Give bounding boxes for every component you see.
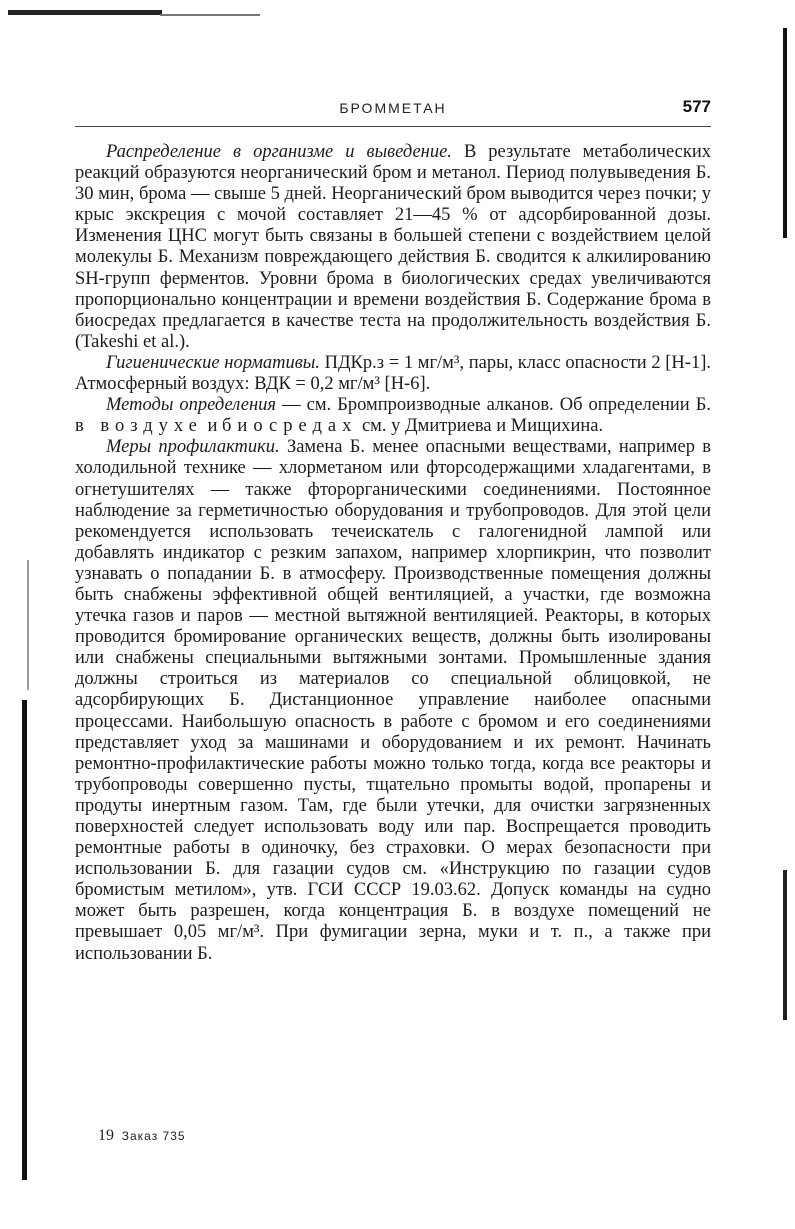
page-footer — [98, 1127, 186, 1145]
section-lead: Распределение в организме и выведение. — [106, 142, 452, 162]
scan-edge-left — [22, 700, 27, 1180]
scan-edge-left-faint — [27, 560, 29, 690]
header-rule — [75, 126, 711, 127]
spaced-term: биосредах — [222, 416, 358, 437]
paragraph-prevention — [75, 437, 711, 964]
section-lead: Меры профилактики. — [106, 437, 280, 458]
paragraph-text: — см. Бромпроизводные алканов. Об определении Б. — [276, 395, 711, 416]
section-lead: Методы определения — [106, 395, 277, 416]
scan-edge-top-faint — [160, 14, 260, 16]
scan-edge-right-lower — [783, 870, 787, 1020]
page-number: 577 — [682, 97, 711, 116]
page-header — [75, 97, 711, 126]
paragraph-text: В результате метаболических реакций образуются неорганический бром и метанол. Период полувыведения Б. 30 мин, брома — свыше 5 дней. Неорганический бром выводится через почки; у крыс экскреция с мочой составляет 21—45 % от адсорбированной дозы. Изменения ЦНС могут быть связаны в большей степени с воздействием целой молекулы Б. Механизм повреждающего действия Б. сводится к алкилированию SH-групп ферментов. Уровни брома в биологических средах увеличиваются пропорционально концентрации и времени воздействия Б. Содержание брома в биосредах предлагается в качестве теста на продолжительность воздействия Б. (Takeshi et al.). — [75, 142, 711, 352]
paragraph-text: Замена Б. менее опасными веществами, например в холодильной технике — хлорметаном или фторсодержащими хладагентами, в огнетушителях — также фторорганическими соединениями. Постоянное наблюдение за герметичностью оборудования и трубопроводов. Для этой цели рекомендуется использовать течеискатель с галогенидной лампой или добавлять индикатор с резким запахом, например хлорпикрин, что позволит узнавать о попадании Б. в атмосферу. Производственные помещения должны быть снабжены эффективной общей вентиляцией, а участки, где возможна утечка газов и паров — местной вытяжной вентиляцией. Реакторы, в которых проводится бромирование органических веществ, должны быть изолированы или снабжены специальными вытяжными зонтами. Промышленные здания должны строиться из материалов со специальной облицовкой, не адсорбирующих Б. Дистанционное управление наиболее опасными процессами. Наибольшую опасность в работе с бромом и его соединениями представляет уход за машинами и оборудованием и их ремонт. Начинать ремонтно-профилактические работы можно только тогда, когда все реакторы и трубопроводы совершенно пусты, тщательно промыты водой, пропарены и продуты инертным газом. Там, где были утечки, для очистки загрязненных поверхностей следует использовать воду или пар. Воспрещается проводить ремонтные работы в одиночку, без страховки. О мерах безопасности при использовании Б. для газации судов см. «Инструкцию по газации судов бромистым метилом», утв. ГСИ СССР 19.03.62. Допуск команды на судно может быть разрешен, когда концентрация Б. в воздухе помещений не превышает 0,05 мг/м³. При фумигации зерна, муки и т. п., а также при использовании Б. — [75, 437, 711, 964]
running-title: БРОММЕТАН — [339, 100, 447, 116]
scan-edge-right — [783, 28, 787, 238]
scan-edge-top — [8, 10, 162, 15]
spaced-term: в воздухе — [75, 416, 203, 437]
paragraph-text: ПДКр.з = 1 мг/м³, пары, класс опасности 2 [Н-1]. Атмосферный воздух: ВДК = 0,2 мг/м³ [Н-6]. — [75, 352, 711, 395]
paragraph-hygiene — [75, 353, 711, 395]
order-mark: Заказ 735 — [121, 1129, 186, 1143]
article-body — [75, 142, 711, 965]
paragraph-methods — [75, 395, 711, 437]
paragraph-distribution — [75, 142, 711, 353]
section-lead: Гигиенические нормативы. — [106, 352, 320, 373]
signature-number: 19 — [98, 1127, 114, 1144]
paragraph-text: и — [202, 416, 223, 437]
paragraph-text: см. у Дмитриева и Мищихина. — [357, 416, 604, 437]
